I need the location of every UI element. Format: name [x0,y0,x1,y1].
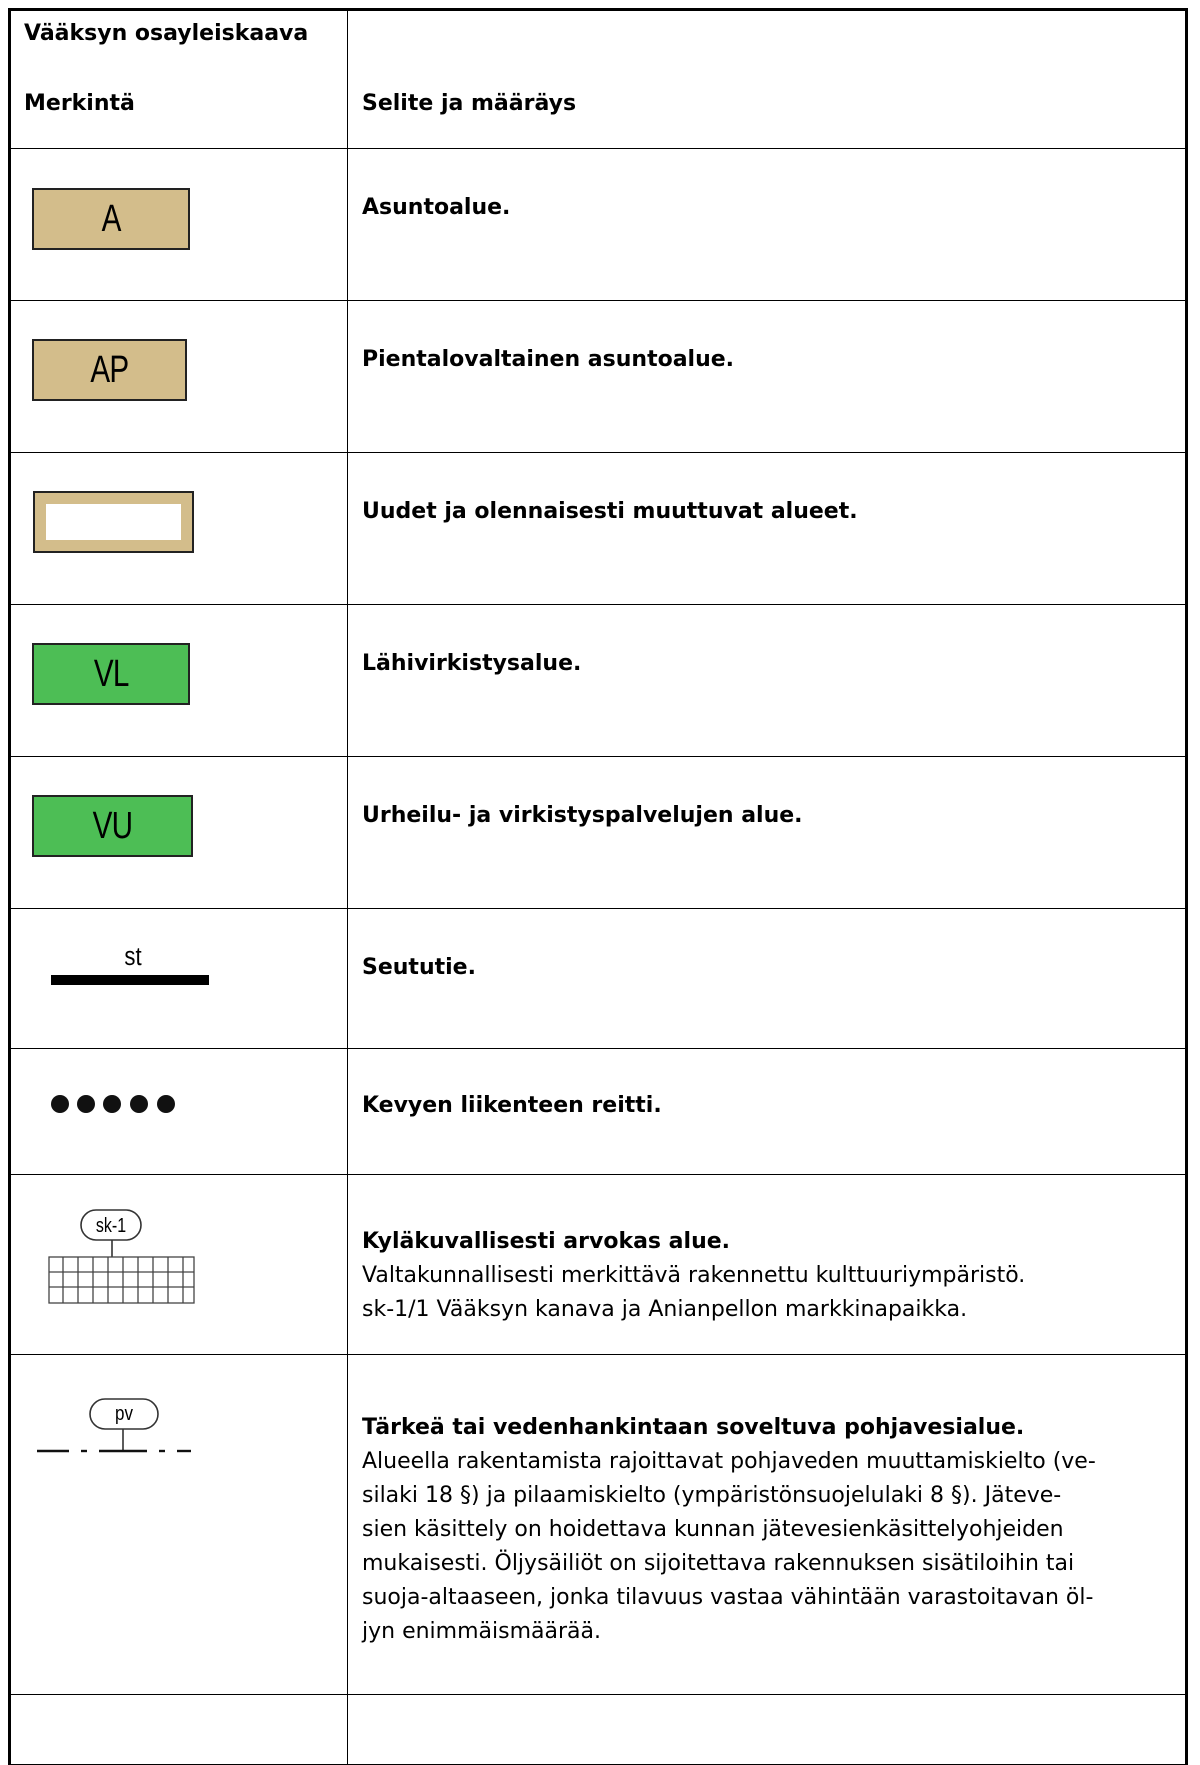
village-area-symbol [11,1175,347,1353]
legend-row [10,1175,1187,1355]
symbol-code: VU [92,804,133,847]
description-cell [348,909,1187,1049]
plan-title: Vääksyn osayleiskaava [24,21,309,46]
legend-row [10,453,1187,605]
symbol-code: A [101,197,121,240]
symbol-cell [10,605,348,757]
vu-symbol [32,795,193,857]
row-title: Uudet ja olennaisesti muuttuvat alueet. [362,499,858,524]
description-cell [348,1695,1187,1765]
description-cell [348,149,1187,301]
legend-table [8,8,1188,1765]
legend-row [10,1049,1187,1175]
header-row [10,10,1187,149]
asuntoalue-symbol [32,188,190,250]
grid-hatch-icon [49,1257,194,1303]
road-line-icon [51,975,209,985]
symbol-cell [10,149,348,301]
legend-row [10,149,1187,301]
legend-row-empty [10,1695,1187,1765]
description-cell [348,1049,1187,1175]
symbol-cell [10,453,348,605]
symbol-cell [10,301,348,453]
groundwater-area-symbol [11,1355,347,1693]
legend-row [10,1355,1187,1695]
description-cell [348,605,1187,757]
header-description-cell [348,10,1187,149]
description-cell [348,1175,1187,1355]
legend-row [10,909,1187,1049]
legend-row [10,301,1187,453]
road-code-label: st [124,942,142,972]
row-title: Kevyen liikenteen reitti. [362,1093,662,1118]
row-body: Valtakunnallisesti merkittävä rakennettu kulttuuriympäristö. sk-1/1 Vääksyn kanava ja Anianpellon markkinapaikka. [362,1263,1026,1322]
symbol-cell [10,1175,348,1355]
symbol-cell [10,1355,348,1695]
legend-row [10,605,1187,757]
pv-code-label: pv [115,1401,133,1425]
row-body: Alueella rakentamista rajoittavat pohjaveden muuttamiskielto (ve- silaki 18 §) ja pilaamiskielto (ympäristönsuojelulaki 8 §). Jäteve- sien käsittely on hoidettava kunnan jätevesienkäsittelyohjeiden mukaisesti. Öljysäiliöt on sijoitettava rakennuksen sisätiloihin tai suoja-altaaseen, jonka tilavuus vastaa vähintään varastoitavan öl- jyn enimmäismäärää. [362,1449,1096,1644]
description-cell [348,301,1187,453]
symbol-cell [10,1695,348,1765]
row-title: Lähivirkistysalue. [362,651,582,676]
row-title: Pientalovaltainen asuntoalue. [362,347,735,372]
new-area-frame-symbol [33,491,194,553]
row-title: Asuntoalue. [362,195,511,220]
description-cell [348,1355,1187,1695]
vl-symbol [32,643,190,705]
header-symbol-cell [10,10,348,149]
row-title: Seututie. [362,955,476,980]
row-title: Tärkeä tai vedenhankintaan soveltuva pohjavesialue. [362,1415,1025,1440]
legend-row [10,757,1187,909]
walkway-dots-icon [11,1049,347,1173]
symbol-cell [10,757,348,909]
symbol-cell [10,1049,348,1175]
symbol-cell [10,909,348,1049]
row-title: Kyläkuvallisesti arvokas alue. [362,1229,731,1254]
symbol-code: AP [90,348,129,391]
symbol-code: VL [93,652,129,695]
pientalo-symbol [32,339,187,401]
row-title: Urheilu- ja virkistyspalvelujen alue. [362,803,803,828]
sk-code-label: sk-1 [95,1214,127,1237]
description-cell [348,757,1187,909]
seututie-symbol [11,909,347,1047]
description-cell [348,453,1187,605]
column-header-symbol: Merkintä [24,91,135,116]
column-header-description: Selite ja määräys [362,91,577,116]
